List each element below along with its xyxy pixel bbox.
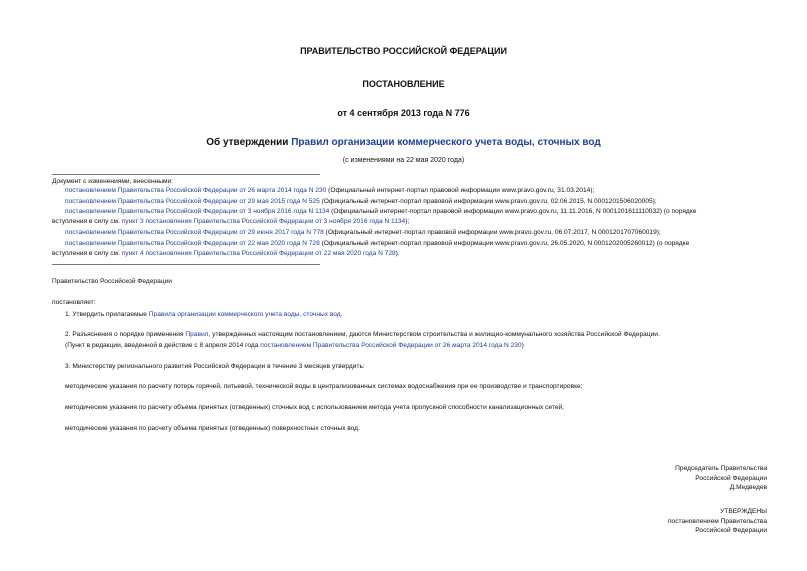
change-link[interactable]: постановлением Правительства Российской Федерации от 26 марта 2014 года N 230 — [65, 187, 327, 194]
change-link[interactable]: постановлением Правительства Российской Федерации от 3 ноября 2016 года N 1134 — [65, 208, 330, 215]
government-heading: ПРАВИТЕЛЬСТВО РОССИЙСКОЙ ФЕДЕРАЦИИ — [300, 46, 507, 56]
signature-position: Председатель Правительства — [675, 465, 767, 472]
change-item-cont: вступления в силу см. пункт 4 постановления Правительства Российской Федерации от 22 мая 2020 года N 728). — [52, 250, 400, 257]
divider-bottom — [52, 264, 320, 265]
approved-by: постановлением Правительства — [667, 517, 767, 525]
issuer: Правительство Российской Федерации — [52, 278, 172, 285]
document-title — [0, 137, 807, 148]
change-item: постановлением Правительства Российской Федерации от 22 мая 2020 года N 728 (Официальный интернет-портал правовой информации www.pravo.gov.ru, 26.05.2020, N 0001202005260012) (о порядке — [65, 240, 690, 247]
method-item: методические указания по расчету объема принятых (отведенных) поверхностных сточных вод. — [65, 425, 360, 432]
signature-name: Д.Медведев — [729, 484, 767, 491]
rules-link[interactable]: Правила организации коммерческого учета воды, сточных вод — [148, 311, 341, 318]
title-prefix: Об утверждении — [206, 137, 292, 148]
paragraph-1: 1. Утвердить прилагаемые Правила организации коммерческого учета воды, сточных вод. — [65, 311, 343, 318]
decides: постановляет: — [52, 299, 96, 306]
change-link[interactable]: пункт 4 постановления Правительства Российской Федерации от 22 мая 2020 года N 728 — [121, 250, 396, 257]
change-link[interactable]: постановлением Правительства Российской Федерации от 22 мая 2020 года N 728 — [65, 240, 320, 247]
signature-country: Российской Федерации — [695, 474, 767, 482]
date-number: от 4 сентября 2013 года N 776 — [337, 108, 470, 118]
method-item: методические указания по расчету объема принятых (отведенных) сточных вод с использованием метода учета пропускной способности канализационных сетей; — [65, 404, 565, 411]
amendment-link[interactable]: постановлением Правительства Российской Федерации от 26 марта 2014 года N 230 — [260, 342, 522, 349]
paragraph-3: 3. Министерству регионального развития Российской Федерации в течение 3 месяцев утвердить: — [65, 363, 365, 370]
change-item: постановлением Правительства Российской Федерации от 29 июня 2017 года N 778 (Официальный интернет-портал правовой информации www.pravo.gov.ru, 06.07.2017, N 0001201707060019); — [65, 229, 661, 236]
method-item: методические указания по расчету потерь горячей, питьевой, технической воды в централизованных системах водоснабжения при ее производстве и транспортировке; — [65, 383, 583, 390]
approved-label: УТВЕРЖДЕНЫ — [720, 508, 767, 515]
paragraph-2: 2. Разъяснения о порядке применения Правил, утвержденных настоящим постановлением, даются Министерством строительства и жилищно-коммунального хозяйства Российской Федерации. — [65, 331, 660, 338]
paragraph-2-note: (Пункт в редакции, введенной в действие с 8 апреля 2014 года постановлением Правительства Российской Федерации от 26 марта 2014 года N 230) — [65, 342, 524, 349]
approved-country: Российской Федерации — [695, 527, 767, 534]
divider-top — [52, 174, 320, 175]
change-link[interactable]: постановлением Правительства Российской Федерации от 29 мая 2015 года N 525 — [65, 198, 320, 205]
change-item: постановлением Правительства Российской Федерации от 26 марта 2014 года N 230 (Официальный интернет-портал правовой информации www.pravo.gov.ru, 31.03.2014); — [65, 187, 595, 194]
signature-block — [467, 464, 767, 493]
title-rules-link[interactable]: Правил организации коммерческого учета воды, сточных вод — [291, 137, 601, 148]
change-item: постановлением Правительства Российской Федерации от 29 мая 2015 года N 525 (Официальный интернет-портал правовой информации www.pravo.gov.ru, 02.06.2015, N 0001201506020005); — [65, 198, 657, 205]
change-item-cont: вступления в силу см. пункт 3 постановления Правительства Российской Федерации от 3 ноября 2016 года N 1134); — [52, 218, 410, 225]
change-link[interactable]: пункт 3 постановления Правительства Российской Федерации от 3 ноября 2016 года N 1134 — [121, 218, 406, 225]
approval-block — [467, 507, 767, 536]
change-item: постановлением Правительства Российской Федерации от 3 ноября 2016 года N 1134 (Официальный интернет-портал правовой информации www.pravo.gov.ru, 11.11.2016, N 0001201611110032) (о порядке — [65, 208, 697, 215]
change-link[interactable]: постановлением Правительства Российской Федерации от 29 июня 2017 года N 778 — [65, 229, 324, 236]
revision-note: (с изменениями на 22 мая 2020 года) — [342, 157, 465, 164]
doc-type-heading: ПОСТАНОВЛЕНИЕ — [362, 79, 445, 89]
rules-short-link[interactable]: Правил — [185, 331, 209, 338]
changes-intro: Документ с изменениями, внесенными: — [52, 178, 174, 185]
